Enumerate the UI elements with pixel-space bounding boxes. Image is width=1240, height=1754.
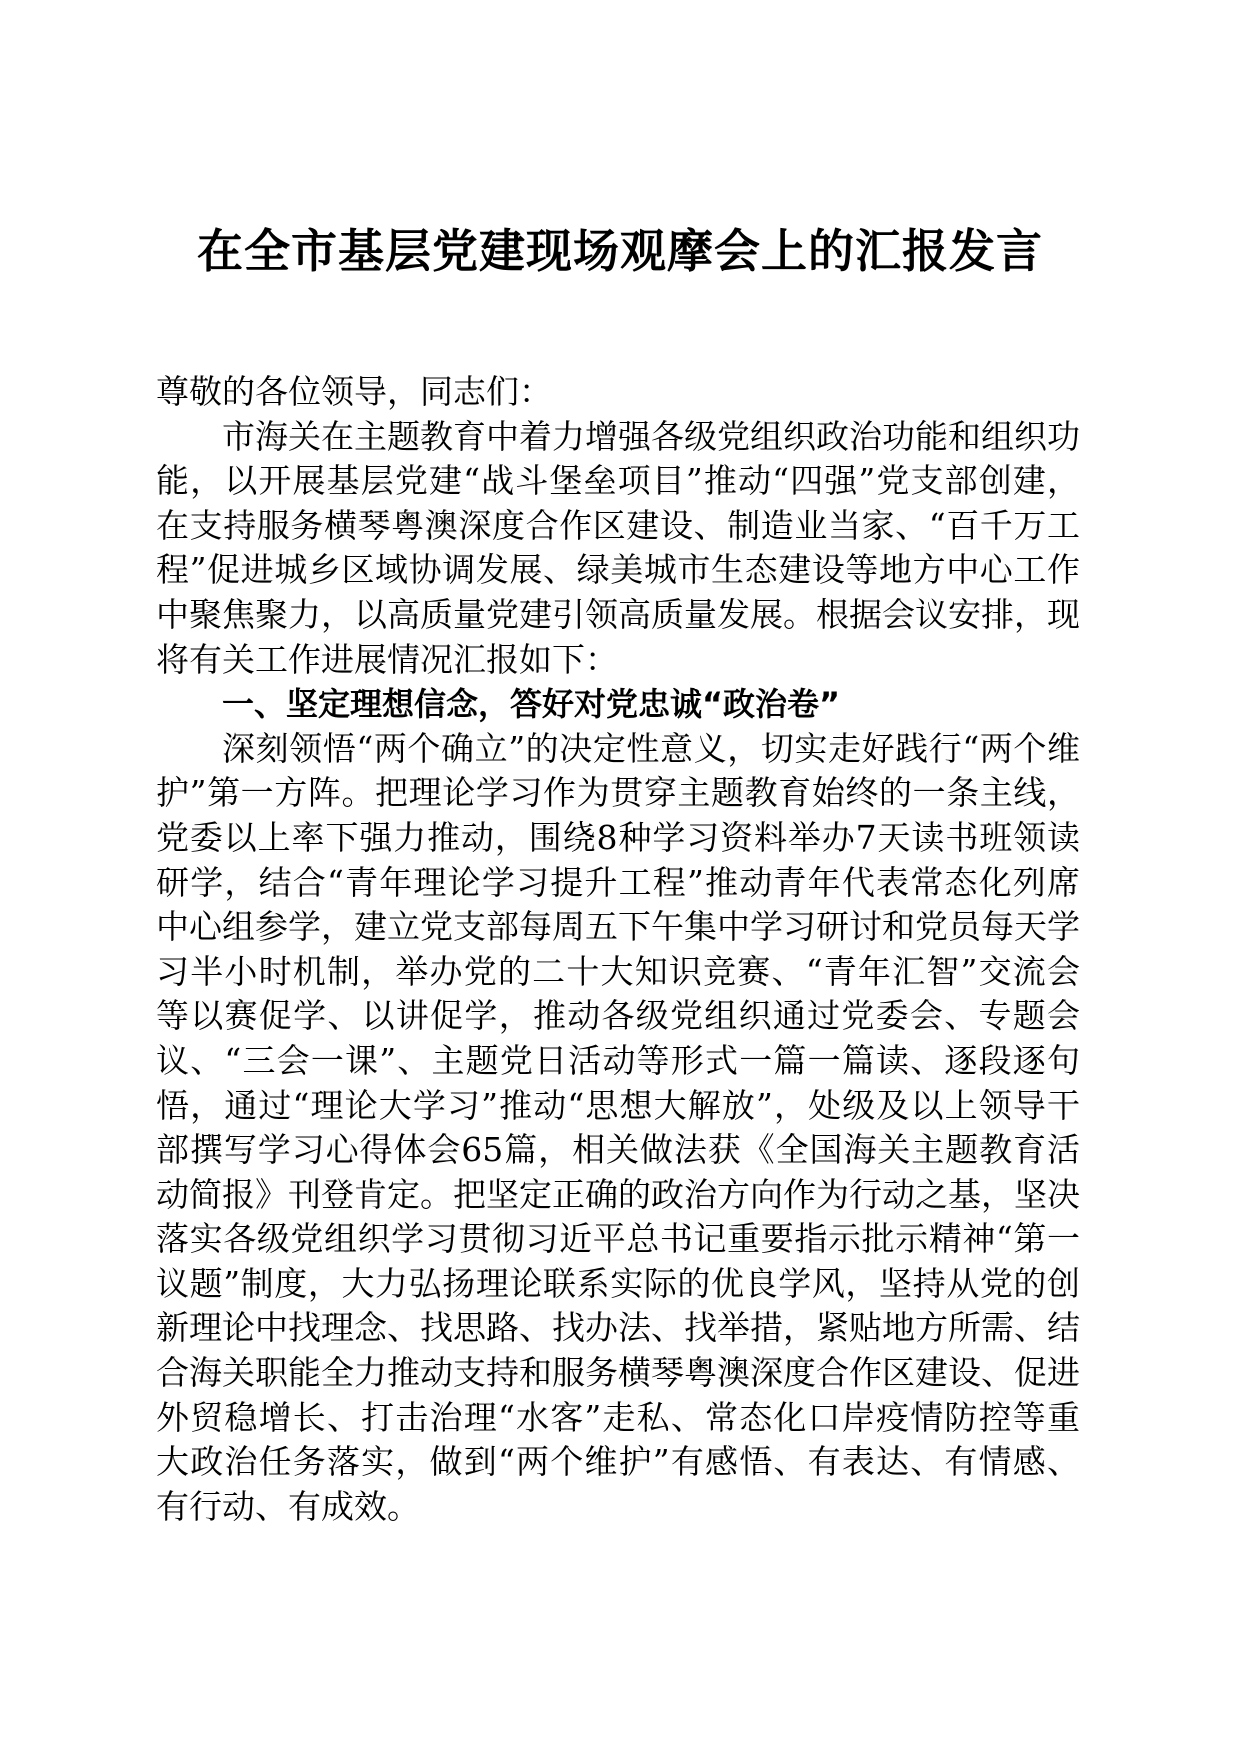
section-heading: 一、坚定理想信念，答好对党忠诚“政治卷” (222, 685, 841, 724)
section-paragraph: 深刻领悟“两个确立”的决定性意义，切实走好践行“两个维护”第一方阵。把理论学习作为贯穿主题教育始终的一条主线，党委以上率下强力推动，围绕8种学习资料举办7天读书班领读研学，结合“青年理论学习提升工程”推动青年代表常态化列席中心组参学，建立党支部每周五下午集中学习研讨和党员每天学习半小时机制，举办党的二十大知识竞赛、“青年汇智”交流会等以赛促学、以讲促学，推动各级党组织通过党委会、专题会议、“三会一课”、主题党日活动等形式一篇一篇读、逐段逐句悟，通过“理论大学习”推动“思想大解放”，处级及以上领导干部撰写学习心得体会65篇，相关做法获《全国海关主题教育活动简报》刊登肯定。把坚定正确的政治方向作为行动之基，坚决落实各级党组织学习贯彻习近平总书记重要指示批示精神“第一议题”制度，大力弘扬理论联系实际的优良学风，坚持从党的创新理论中找理念、找思路、找办法、找举措，紧贴地方所需、结合海关职能全力推动支持和服务横琴粤澳深度合作区建设、促进外贸稳增长、打击治理“水客”走私、常态化口岸疫情防控等重大政治任务落实，做到“两个维护”有感悟、有表达、有情感、有行动、有成效。 (156, 728, 1080, 1526)
document-body (156, 370, 1080, 1529)
intro-paragraph: 市海关在主题教育中着力增强各级党组织政治功能和组织功能，以开展基层党建“战斗堡垒项目”推动“四强”党支部创建，在支持服务横琴粤澳深度合作区建设、制造业当家、“百千万工程”促进城乡区域协调发展、绿美城市生态建设等地方中心工作中聚焦聚力，以高质量党建引领高质量发展。根据会议安排，现将有关工作进展情况汇报如下： (156, 416, 1080, 679)
salutation: 尊敬的各位领导，同志们： (156, 372, 552, 411)
document-title: 在全市基层党建现场观摩会上的汇报发言 (197, 224, 1043, 278)
